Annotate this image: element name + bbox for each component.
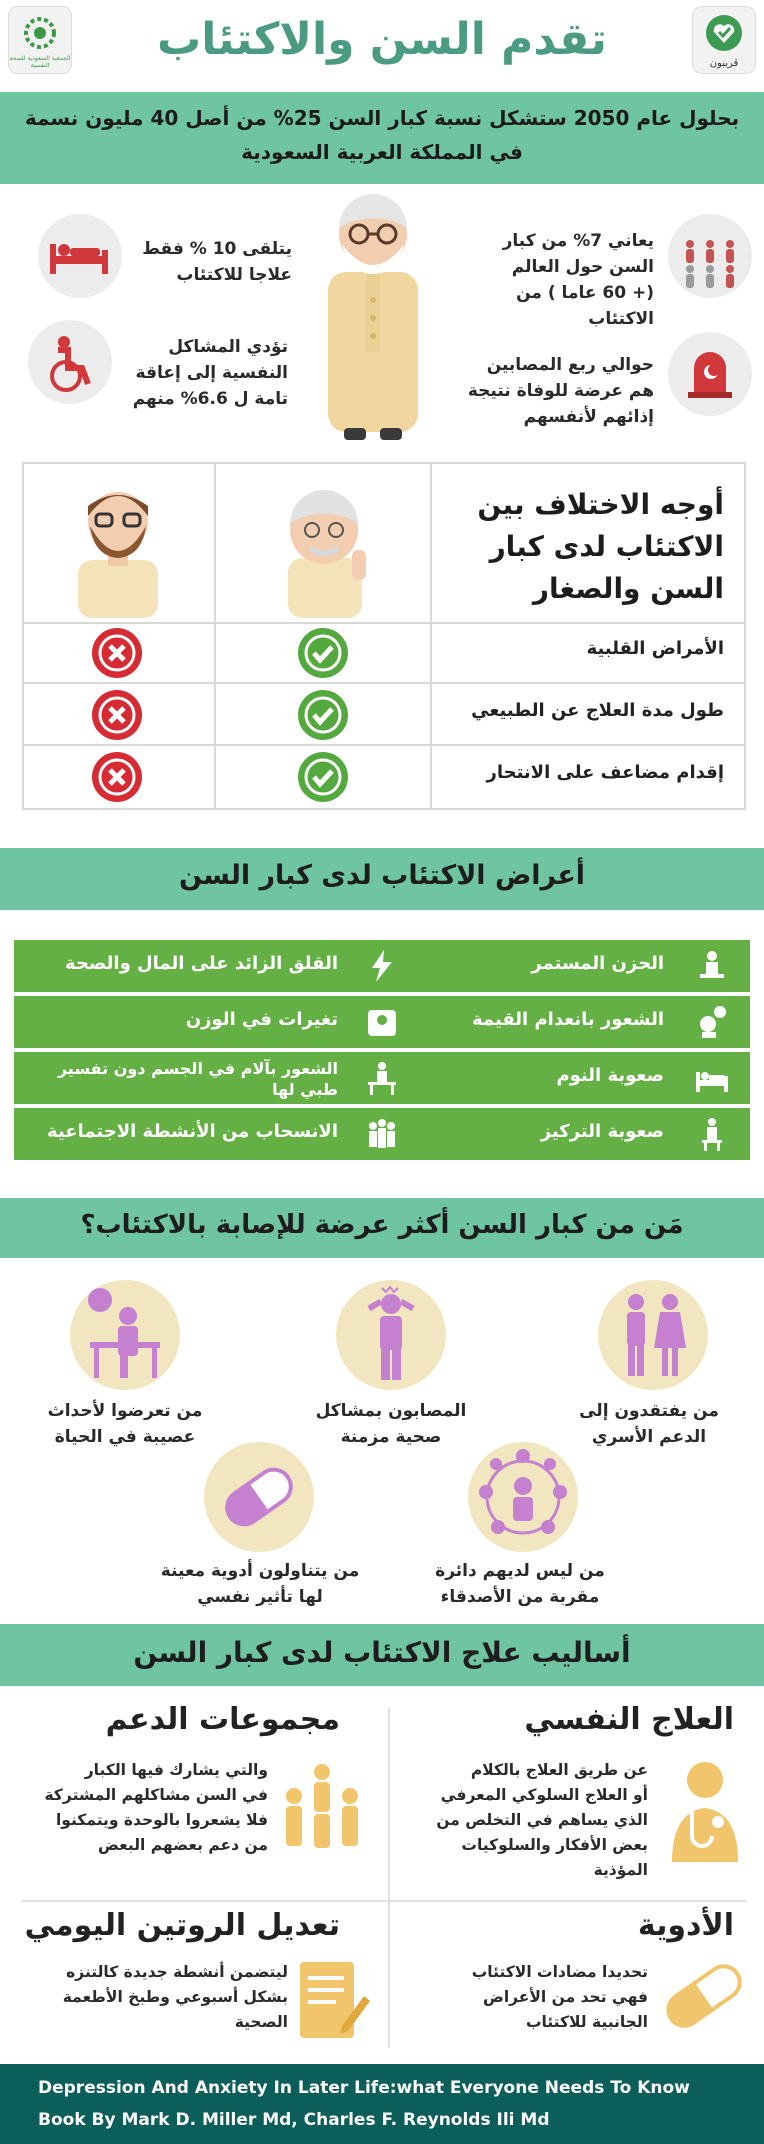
treatment-title-band: [0, 1624, 764, 1686]
young-man-illustration: [58, 478, 178, 618]
headache-person-icon: [336, 1280, 446, 1390]
elderly-man-illustration: [298, 192, 448, 454]
logo-right-text: قريبون: [709, 58, 739, 69]
symptom-left-2: تغيرات في الوزن: [185, 1009, 338, 1030]
check-icon: [298, 752, 348, 802]
at-risk-label-chronic: المصابون بمشاكل صحية مزمنة: [315, 1401, 467, 1447]
x-mark-icon: [92, 628, 142, 678]
symptom-row: [14, 1052, 750, 1104]
symptom-left-1: القلق الزائد على المال والصحة: [65, 953, 338, 974]
symptoms-title: أعراض الاكتئاب لدى كبار السن: [178, 860, 586, 891]
meds-title: الأدوية: [637, 1908, 734, 1943]
disability-stat-circle: [28, 320, 112, 404]
lightning-icon: [364, 948, 400, 984]
elderly-face-illustration: [260, 478, 390, 618]
treatment-section: [0, 1686, 764, 2064]
at-risk-section: [0, 1258, 764, 1618]
star-logo-icon: [22, 15, 58, 51]
footer: [0, 2064, 764, 2144]
person-desk-icon: [364, 1060, 400, 1096]
differences-table: [22, 462, 746, 810]
header: [0, 0, 764, 92]
wheelchair-icon: [28, 320, 112, 404]
thinking-person-icon: [694, 1116, 730, 1152]
at-risk-circle-events: [70, 1280, 180, 1390]
x-mark-icon: [92, 752, 142, 802]
footer-line-2: Book By Mark D. Miller Md, Charles F. Reynolds Ili Md: [38, 2110, 550, 2130]
diff-row-3-label: إقدام مضاعف على الانتحار: [486, 762, 724, 783]
at-risk-circle-friends: [468, 1442, 578, 1552]
intro-line-2: في المملكة العربية السعودية: [241, 140, 523, 164]
at-risk-label-events: من تعرضوا لأحداث عصيبة في الحياة: [47, 1401, 203, 1447]
routine-title: تعديل الروتين اليومي: [24, 1908, 340, 1943]
scale-icon: [364, 1004, 400, 1040]
diff-row-2-label: طول مدة العلاج عن الطبيعي: [471, 700, 724, 721]
routine-text: ليتضمن أنشطة جديدة كالتنزه بشكل أسبوعي وطبخ الأطعمة الصحية: [62, 1963, 288, 2031]
support-group-icon: [272, 1760, 372, 1850]
symptom-left-3: الشعور بآلام في الجسم دون تفسير طبي لها: [57, 1059, 338, 1099]
psych-text: عن طريق العلاج بالكلام أو العلاج السلوكي المعرفي الذي يساهم في التخلص من بعض الأفكار والسلوكيات المؤذية: [436, 1761, 648, 1879]
check-icon: [298, 690, 348, 740]
at-risk-label-friends: من ليس لديهم دائرة مقربة من الأصدقاء: [435, 1561, 605, 1607]
treatment-stat-circle: [38, 214, 122, 298]
group-icon: [364, 1116, 400, 1152]
pill-icon: [204, 1442, 314, 1552]
symptom-left-4: الانسحاب من الأنشطة الاجتماعية: [47, 1121, 338, 1142]
symptom-row: [14, 940, 750, 992]
symptom-right-2: الشعور بانعدام القيمة: [472, 1009, 664, 1030]
hospital-bed-icon: [38, 214, 122, 298]
at-risk-circle-family: [598, 1280, 708, 1390]
symptom-right-3: صعوبة النوم: [556, 1065, 664, 1086]
speech-person-icon: [694, 1004, 730, 1040]
logo-left-text: الجمعية السعودية للصحة النفسية: [9, 55, 71, 69]
medication-icon: [656, 1956, 752, 2036]
symptom-row: [14, 996, 750, 1048]
support-text: والتي يشارك فيها الكبار في السن مشاكلهم المشتركة فلا يشعروا بالوحدة ويتمكنوا من دعم بعضهم البعض: [44, 1761, 268, 1854]
heart-check-icon: [706, 15, 742, 51]
stat-left-bottom: تؤدي المشاكل النفسية إلى إعاقة تامة ل 6.6% منهم: [132, 337, 288, 409]
bed-icon: [694, 1060, 730, 1096]
logo-right: [692, 6, 756, 74]
x-mark-icon: [92, 690, 142, 740]
symptom-right-1: الحزن المستمر: [531, 953, 664, 974]
at-risk-circle-chronic: [336, 1280, 446, 1390]
stats-section: [0, 184, 764, 454]
people-stat-circle: [668, 214, 752, 298]
symptom-right-4: صعوبة التركيز: [540, 1121, 664, 1142]
stat-left-top: يتلقى 10 % فقط علاجا للاكتئاب: [142, 239, 292, 285]
stressed-person-icon: [70, 1280, 180, 1390]
differences-title: أوجه الاختلاف بين الاكتئاب لدى كبار السن والصغار: [477, 488, 724, 605]
at-risk-label-medication: من يتناولون أدوية معينة لها تأثير نفسي: [160, 1561, 360, 1607]
symptoms-title-band: [0, 848, 764, 910]
grave-icon: [668, 332, 752, 416]
page-title: تقدم السن والاكتئاب: [157, 14, 607, 65]
at-risk-title-band: [0, 1198, 764, 1258]
couple-icon: [598, 1280, 708, 1390]
psych-title: العلاج النفسي: [524, 1702, 734, 1737]
people-icon: [668, 214, 752, 298]
at-risk-circle-medication: [204, 1442, 314, 1552]
at-risk-title: مَن من كبار السن أكثر عرضة للإصابة بالاكتئاب؟: [80, 1210, 684, 1240]
intro-band: [0, 92, 764, 184]
footer-line-1: Depression And Anxiety In Later Life:what Everyone Needs To Know: [38, 2078, 690, 2098]
at-risk-label-family: من يفتقدون إلى الدعم الأسري: [579, 1401, 719, 1447]
treatment-title: أساليب علاج الاكتئاب لدى كبار السن: [133, 1636, 631, 1669]
doctor-icon: [662, 1756, 748, 1866]
sad-person-icon: [694, 948, 730, 984]
diff-row-1-label: الأمراض القلبية: [586, 638, 724, 659]
symptoms-list: [0, 940, 764, 1164]
symptom-row: [14, 1108, 750, 1160]
logo-left: [8, 6, 72, 74]
intro-line-1: بحلول عام 2050 ستشكل نسبة كبار السن 25% من أصل 40 مليون نسمة: [24, 106, 740, 130]
stat-right-bottom: حوالي ربع المصابين هم عرضة للوفاة نتيجة إذائهم لأنفسهم: [467, 355, 654, 427]
suicide-stat-circle: [668, 332, 752, 416]
check-icon: [298, 628, 348, 678]
support-title: مجموعات الدعم: [105, 1702, 340, 1737]
social-circle-icon: [468, 1442, 578, 1552]
stat-right-top: يعاني 7% من كبار السن حول العالم (+ 60 عاما ) من الاكتئاب: [502, 231, 654, 329]
meds-text: تحديدا مضادات الاكتئاب فهي تحد من الأعراض الجانبية للاكتئاب: [471, 1963, 648, 2031]
document-icon: [292, 1956, 372, 2046]
